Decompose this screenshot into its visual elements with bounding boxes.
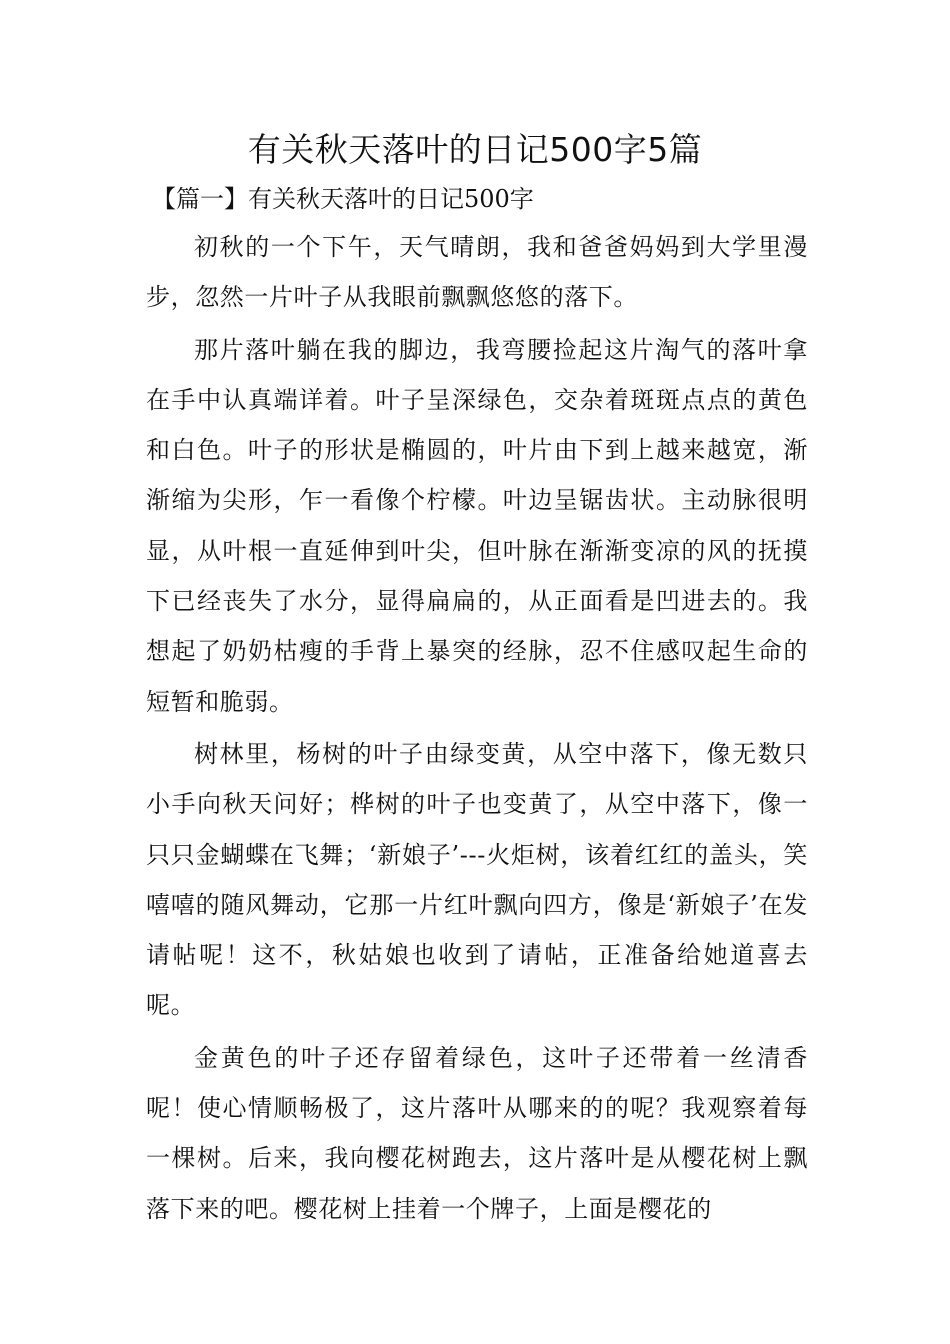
document-body xyxy=(146,222,808,1236)
paragraph: 金黄色的叶子还存留着绿色，这叶子还带着一丝清香呢！使心情顺畅极了，这片落叶从哪来的的呢？我观察着每一棵树。后来，我向樱花树跑去，这片落叶是从樱花树上飘落下来的吧。樱花树上挂着一个牌子，上面是樱花的 xyxy=(146,1043,808,1223)
section-heading: 【篇一】有关秋天落叶的日记500字 xyxy=(152,185,534,213)
paragraph: 初秋的一个下午，天气晴朗，我和爸爸妈妈到大学里漫步，忽然一片叶子从我眼前飘飘悠悠的落下。 xyxy=(146,233,808,312)
document-title: 有关秋天落叶的日记500字5篇 xyxy=(247,130,703,169)
paragraph: 树林里，杨树的叶子由绿变黄，从空中落下，像无数只小手向秋天问好；桦树的叶子也变黄了，从空中落下，像一只只金蝴蝶在飞舞；‘新娘子’---火炬树，该着红红的盖头，笑嘻嘻的随风舞动，它那一片红叶飘向四方，像是‘新娘子’在发请帖呢！这不，秋姑娘也收到了请帖，正准备给她道喜去呢。 xyxy=(146,739,808,1020)
paragraph: 那片落叶躺在我的脚边，我弯腰捡起这片淘气的落叶拿在手中认真端详着。叶子呈深绿色，交杂着斑斑点点的黄色和白色。叶子的形状是椭圆的，叶片由下到上越来越宽，渐渐缩为尖形，乍一看像个柠檬。叶边呈锯齿状。主动脉很明显，从叶根一直延伸到叶尖，但叶脉在渐渐变凉的风的抚摸下已经丧失了水分，显得扁扁的，从正面看是凹进去的。我想起了奶奶枯瘦的手背上暴突的经脉，忍不住感叹起生命的短暂和脆弱。 xyxy=(146,335,808,716)
